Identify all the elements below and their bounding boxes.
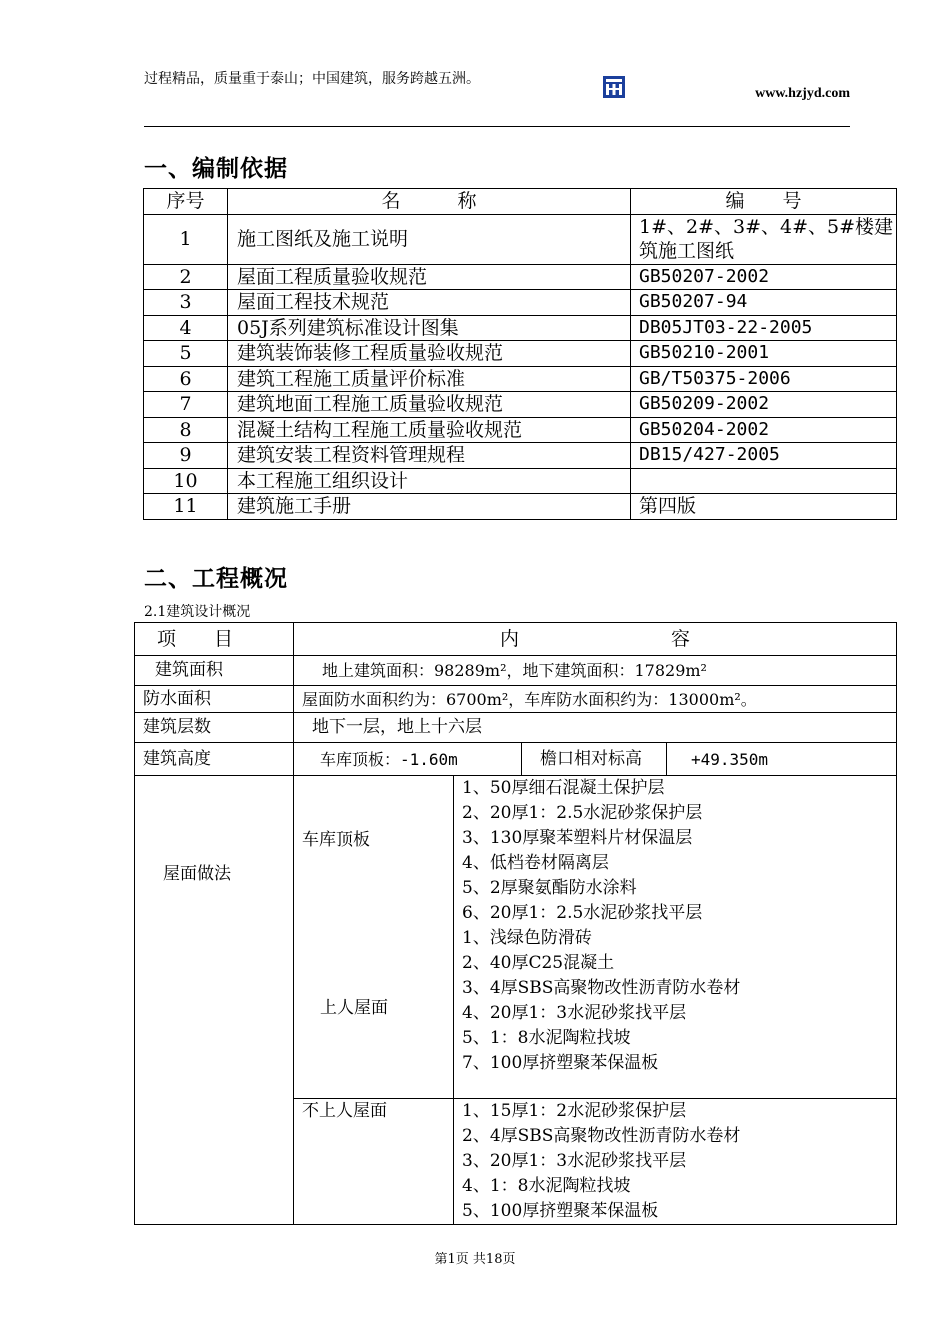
row-name: 屋面工程技术规范	[228, 290, 631, 316]
list-item: 5、2厚聚氨酯防水涂料	[462, 878, 637, 898]
list-item: 5、100厚挤塑聚苯保温板	[462, 1201, 659, 1221]
row-name: 05J系列建筑标准设计图集	[228, 315, 631, 341]
row-code: GB/T50375-2006	[631, 366, 897, 392]
row-no: 5	[144, 341, 228, 367]
row-code: GB50204-2002	[631, 417, 897, 443]
table-row	[144, 392, 897, 418]
list-item: 1、50厚细石混凝土保护层	[462, 778, 665, 798]
list-item: 1、浅绿色防滑砖	[462, 928, 592, 948]
overview-row-height	[135, 743, 897, 776]
access-roof-label: 上人屋面	[294, 926, 454, 1099]
overview-row-roof-garage	[135, 776, 897, 927]
basis-table	[143, 188, 897, 520]
overview-row-floors	[135, 713, 897, 743]
row-code: 1#、2#、3#、4#、5#楼建筑施工图纸	[631, 214, 897, 264]
garage-roof-layers	[454, 776, 897, 927]
table-row	[144, 443, 897, 469]
row-no: 10	[144, 468, 228, 494]
subsection-title: 2.1建筑设计概况	[144, 604, 251, 620]
logo-icon	[603, 76, 625, 98]
row-code: GB50210-2001	[631, 341, 897, 367]
row-no: 9	[144, 443, 228, 469]
list-item: 6、20厚1：2.5水泥砂浆找平层	[462, 903, 703, 923]
table-row	[144, 366, 897, 392]
table-row	[144, 264, 897, 290]
row-code: 第四版	[631, 494, 897, 520]
access-roof-layers	[454, 926, 897, 1099]
height-label: 建筑高度	[135, 743, 294, 776]
noaccess-roof-layers	[454, 1099, 897, 1225]
roof-label: 屋面做法	[135, 776, 294, 1225]
row-no: 7	[144, 392, 228, 418]
row-code: GB50207-94	[631, 290, 897, 316]
list-item: 3、130厚聚苯塑料片材保温层	[462, 828, 693, 848]
row-no: 4	[144, 315, 228, 341]
section-2-title: 二、工程概况	[144, 566, 288, 592]
area-value: 地上建筑面积：98289m²，地下建筑面积：17829m²	[294, 656, 897, 686]
col-header-no: 序号	[144, 189, 228, 215]
row-name: 建筑装饰装修工程质量验收规范	[228, 341, 631, 367]
list-item: 2、4厚SBS高聚物改性沥青防水卷材	[462, 1126, 741, 1146]
row-name: 建筑施工手册	[228, 494, 631, 520]
noaccess-roof-label: 不上人屋面	[294, 1099, 454, 1225]
overview-header-item: 项 目	[135, 623, 294, 656]
table-row	[144, 494, 897, 520]
list-item: 5、1：8水泥陶粒找坡	[462, 1028, 631, 1048]
row-code: DB05JT03-22-2005	[631, 315, 897, 341]
row-no: 8	[144, 417, 228, 443]
row-no: 6	[144, 366, 228, 392]
floors-label: 建筑层数	[135, 713, 294, 743]
eave-value: +49.350m	[667, 743, 897, 776]
table-row	[144, 341, 897, 367]
row-code: DB15/427-2005	[631, 443, 897, 469]
row-no: 11	[144, 494, 228, 520]
area-label: 建筑面积	[135, 656, 294, 686]
table-header-row	[144, 189, 897, 215]
row-name: 本工程施工组织设计	[228, 468, 631, 494]
row-code	[631, 468, 897, 494]
overview-row-area	[135, 656, 897, 686]
row-no: 3	[144, 290, 228, 316]
row-no: 1	[144, 214, 228, 264]
overview-header-content: 内 容	[294, 623, 897, 656]
overview-header-row	[135, 623, 897, 656]
section-1-title: 一、编制依据	[144, 156, 288, 182]
list-item: 2、40厚C25混凝土	[462, 953, 615, 973]
garage-roof-label: 车库顶板	[294, 776, 454, 927]
header-url: www.hzjyd.com	[755, 86, 850, 101]
table-row	[144, 290, 897, 316]
row-name: 建筑安装工程资料管理规程	[228, 443, 631, 469]
table-row	[144, 315, 897, 341]
row-code: GB50207-2002	[631, 264, 897, 290]
list-item: 4、低档卷材隔离层	[462, 853, 609, 873]
col-header-name: 名 称	[228, 189, 631, 215]
table-row	[144, 214, 897, 264]
eave-label: 檐口相对标高	[522, 743, 667, 776]
list-item: 4、20厚1：3水泥砂浆找平层	[462, 1003, 687, 1023]
list-item: 2、20厚1：2.5水泥砂浆保护层	[462, 803, 703, 823]
table-row	[144, 468, 897, 494]
header-divider	[144, 126, 850, 127]
waterproof-value: 屋面防水面积约为：6700m²，车库防水面积约为：13000m²。	[294, 686, 897, 713]
col-header-code: 编 号	[631, 189, 897, 215]
row-name: 施工图纸及施工说明	[228, 214, 631, 264]
waterproof-label: 防水面积	[135, 686, 294, 713]
row-name: 混凝土结构工程施工质量验收规范	[228, 417, 631, 443]
list-item: 3、4厚SBS高聚物改性沥青防水卷材	[462, 978, 741, 998]
list-item: 3、20厚1：3水泥砂浆找平层	[462, 1151, 687, 1171]
garage-height: 车库顶板：-1.60m	[294, 743, 522, 776]
row-no: 2	[144, 264, 228, 290]
floors-value: 地下一层，地上十六层	[294, 713, 897, 743]
header-slogan: 过程精品，质量重于泰山；中国建筑，服务跨越五洲。	[144, 71, 480, 87]
row-name: 建筑地面工程施工质量验收规范	[228, 392, 631, 418]
overview-row-waterproof	[135, 686, 897, 713]
page-footer: 第1页 共18页	[434, 1252, 516, 1267]
row-name: 建筑工程施工质量评价标准	[228, 366, 631, 392]
table-row	[144, 417, 897, 443]
list-item: 1、15厚1：2水泥砂浆保护层	[462, 1101, 687, 1121]
list-item: 4、1：8水泥陶粒找坡	[462, 1176, 631, 1196]
list-item: 7、100厚挤塑聚苯保温板	[462, 1053, 659, 1073]
row-code: GB50209-2002	[631, 392, 897, 418]
row-name: 屋面工程质量验收规范	[228, 264, 631, 290]
overview-table	[134, 622, 897, 1225]
